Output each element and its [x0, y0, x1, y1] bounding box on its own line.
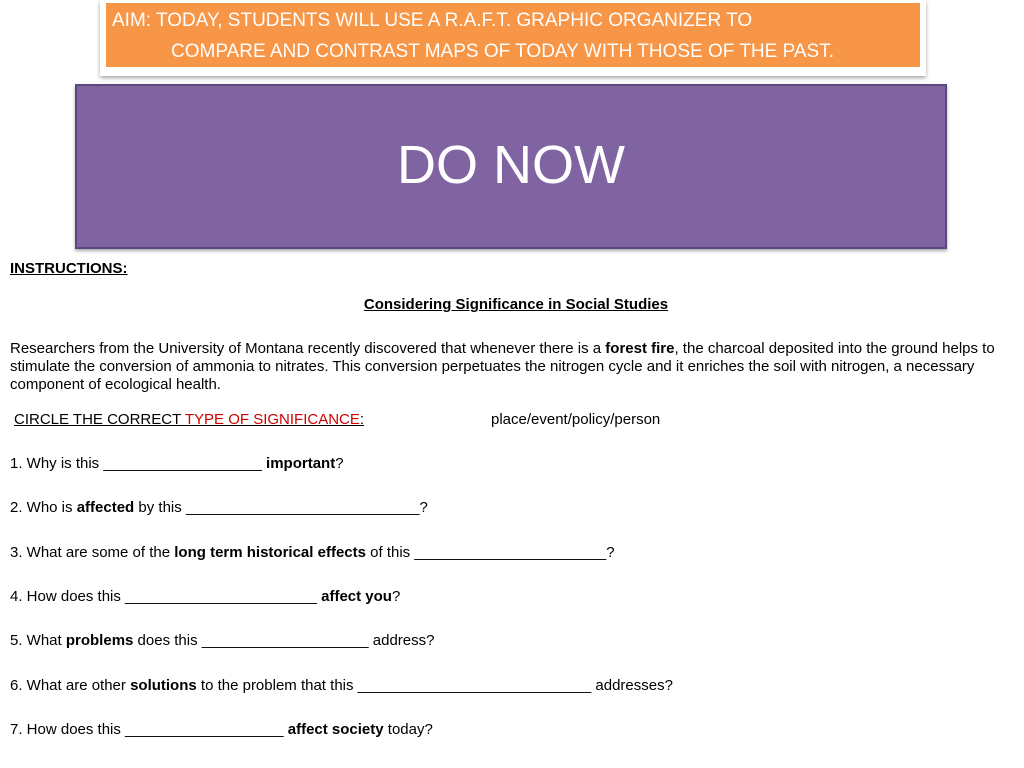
- aim-line-1: AIM: TODAY, STUDENTS WILL USE A R.A.F.T. GRAPHIC ORGANIZER TO: [112, 10, 753, 31]
- question-text: 7. How does this ___________________: [10, 721, 288, 738]
- question-bold: problems: [65, 632, 134, 649]
- question-1: [10, 455, 344, 473]
- circle-prefix: CIRCLE THE CORRECT: [14, 411, 185, 428]
- subtitle: Considering Significance in Social Studies: [363, 296, 669, 313]
- question-end: to the problem that this ____________________________ addresses?: [196, 677, 673, 694]
- paragraph-after: , the charcoal deposited into the ground helps to stimulate the conversion of ammonia to nitrates. This conversion perpetuates the nitrogen cycle and it enriches the soil with nitrogen, a necessary component of ecological health.: [10, 340, 995, 393]
- question-bold: long term historical effects: [174, 544, 366, 561]
- question-2: [10, 499, 428, 517]
- question-6: [10, 677, 673, 695]
- question-bold: affect you: [321, 588, 392, 605]
- question-text: 3. What are some of the: [10, 544, 175, 561]
- question-3: [10, 544, 615, 562]
- question-end: does this ____________________ address?: [133, 632, 435, 649]
- question-7: [10, 721, 433, 739]
- question-text: 2. Who is: [10, 499, 77, 516]
- question-bold: affect society: [287, 721, 384, 738]
- circle-instruction: [14, 411, 364, 429]
- aim-text-box: [106, 3, 920, 67]
- aim-banner: [100, 0, 926, 76]
- question-bold: important: [266, 455, 336, 472]
- question-text: 4. How does this _______________________: [10, 588, 322, 605]
- question-4: [10, 588, 400, 606]
- question-end: today?: [383, 721, 433, 738]
- do-now-box: [75, 84, 947, 249]
- aim-line-2: COMPARE AND CONTRAST MAPS OF TODAY WITH THOSE OF THE PAST.: [171, 41, 834, 62]
- question-text: 5. What: [10, 632, 66, 649]
- question-end: by this ____________________________?: [134, 499, 428, 516]
- question-bold: affected: [76, 499, 135, 516]
- question-end: of this _______________________?: [365, 544, 615, 561]
- do-now-title: DO NOW: [397, 134, 625, 195]
- question-text: 6. What are other: [10, 677, 131, 694]
- question-text: 1. Why is this ___________________: [10, 455, 267, 472]
- circle-red-text: TYPE OF SIGNIFICANCE: [184, 411, 360, 428]
- instructions-heading: INSTRUCTIONS:: [10, 260, 128, 277]
- intro-paragraph: [10, 340, 1014, 394]
- paragraph-bold: forest fire: [605, 340, 675, 357]
- circle-suffix: :: [359, 411, 365, 428]
- question-bold: solutions: [130, 677, 197, 694]
- significance-options: place/event/policy/person: [491, 411, 661, 428]
- question-5: [10, 632, 434, 650]
- paragraph-before: Researchers from the University of Montana recently discovered that whenever there is a: [10, 340, 606, 357]
- question-end: ?: [391, 588, 401, 605]
- question-end: ?: [335, 455, 344, 472]
